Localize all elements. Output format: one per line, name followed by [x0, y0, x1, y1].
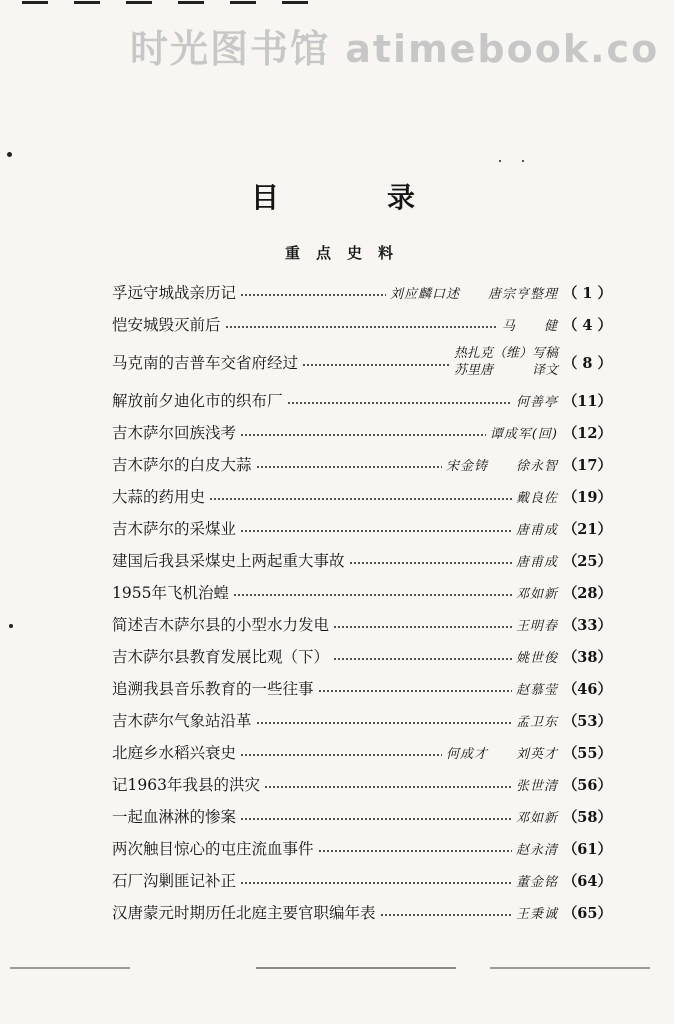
toc-entry-page: （53） — [562, 712, 612, 730]
toc-entry-title: 吉木萨尔回族浅考 — [112, 424, 237, 442]
toc-entry-title: 追溯我县音乐教育的一些往事 — [112, 680, 314, 698]
section-heading: 重点史料 — [284, 244, 409, 262]
toc-leader-dots — [240, 294, 386, 296]
toc-entry[interactable] — [112, 308, 612, 340]
toc-leader-dots — [349, 562, 512, 564]
toc-entry-author: 宋金铸 徐永智 — [445, 458, 558, 474]
toc-entry[interactable] — [112, 768, 612, 800]
toc-entry-page: （33） — [562, 616, 612, 634]
toc-entry[interactable] — [112, 864, 612, 896]
toc-entry-author: 赵慕莹 — [515, 682, 558, 698]
toc-entry[interactable] — [112, 640, 612, 672]
toc-entry-author: 孟卫东 — [515, 714, 558, 730]
toc-leader-dots — [333, 658, 512, 660]
toc-entry-page: （61） — [562, 840, 612, 858]
toc-leader-dots — [240, 530, 512, 532]
toc-entry-title: 两次触目惊心的屯庄流血事件 — [112, 840, 314, 858]
toc-entry[interactable] — [112, 544, 612, 576]
toc-entry-page: （11） — [562, 392, 612, 410]
scan-edge-line — [490, 967, 650, 969]
toc-entry-title: 孚远守城战亲历记 — [112, 284, 237, 302]
toc-entry-page: （64） — [562, 872, 612, 890]
toc-leader-dots — [287, 402, 512, 404]
toc-entry[interactable] — [112, 672, 612, 704]
scan-edge-line — [256, 967, 456, 969]
toc-entry[interactable] — [112, 736, 612, 768]
toc-entry-author: 戴良佐 — [515, 490, 558, 506]
scan-speck — [9, 624, 13, 628]
toc-leader-dots — [380, 914, 512, 916]
toc-entry-author-line: 苏里唐 译文 — [453, 363, 558, 378]
scan-speck — [7, 152, 12, 157]
toc-leader-dots — [256, 722, 512, 724]
toc-entry[interactable] — [112, 608, 612, 640]
toc-entry-title: 恺安城毁灭前后 — [112, 316, 221, 334]
toc-entry-title: 解放前夕迪化市的织布厂 — [112, 392, 283, 410]
toc-entry-title: 记1963年我县的洪灾 — [112, 776, 260, 794]
toc-entry-author-line: 热扎克（维）写稿 — [453, 346, 558, 361]
toc-entry-page: （ 8 ） — [562, 354, 612, 372]
toc-entry-page: （ 1 ） — [562, 284, 612, 302]
scan-speck — [499, 160, 501, 162]
toc-entry-page: （12） — [562, 424, 612, 442]
watermark: 时光图书馆 atimebook.co — [130, 27, 660, 71]
toc-entry-title: 吉木萨尔县教育发展比观（下） — [112, 648, 330, 666]
table-of-contents — [112, 276, 612, 928]
toc-entry[interactable] — [112, 896, 612, 928]
toc-leader-dots — [256, 466, 442, 468]
toc-leader-dots — [233, 594, 512, 596]
toc-entry-author: 姚世俊 — [515, 650, 558, 666]
toc-entry-page: （ 4 ） — [562, 316, 612, 334]
toc-entry[interactable] — [112, 448, 612, 480]
toc-entry-title: 吉木萨尔的采煤业 — [112, 520, 237, 538]
scan-edge-line — [10, 967, 130, 969]
toc-entry-title: 一起血淋淋的惨案 — [112, 808, 237, 826]
toc-entry[interactable] — [112, 276, 612, 308]
toc-entry-author: 唐甫成 — [515, 554, 558, 570]
toc-leader-dots — [318, 690, 512, 692]
toc-entry[interactable] — [112, 384, 612, 416]
toc-entry-title: 简述吉木萨尔县的小型水力发电 — [112, 616, 330, 634]
toc-entry-page: （28） — [562, 584, 612, 602]
toc-entry-author: 刘应麟口述 唐宗亨整理 — [389, 286, 558, 302]
toc-entry-author: 邓如新 — [515, 586, 558, 602]
toc-entry-title: 大蒜的药用史 — [112, 488, 206, 506]
toc-leader-dots — [240, 754, 442, 756]
toc-entry[interactable] — [112, 480, 612, 512]
top-dash-marks — [22, 0, 322, 8]
toc-entry[interactable] — [112, 832, 612, 864]
toc-entry-page: （65） — [562, 904, 612, 922]
toc-leader-dots — [333, 626, 512, 628]
toc-entry-page: （58） — [562, 808, 612, 826]
toc-entry-page: （38） — [562, 648, 612, 666]
toc-leader-dots — [240, 882, 512, 884]
toc-entry-author: 唐甫成 — [515, 522, 558, 538]
toc-entry-author: 张世清 — [515, 778, 558, 794]
toc-leader-dots — [264, 786, 512, 788]
toc-entry[interactable] — [112, 576, 612, 608]
toc-leader-dots — [240, 434, 486, 436]
toc-entry[interactable] — [112, 416, 612, 448]
toc-leader-dots — [318, 850, 512, 852]
toc-entry-author: 谭成军(回) — [489, 426, 558, 442]
toc-entry-title: 马克南的吉普车交省府经过 — [112, 354, 299, 372]
toc-entry-author — [454, 345, 558, 379]
page-title: 目录 — [250, 181, 523, 214]
toc-entry-title: 北庭乡水稻兴衰史 — [112, 744, 237, 762]
toc-entry-author: 何成才 刘英才 — [445, 746, 558, 762]
toc-entry-author: 王明春 — [515, 618, 558, 634]
toc-entry-title: 汉唐蒙元时期历任北庭主要官职编年表 — [112, 904, 376, 922]
toc-entry-title: 吉木萨尔气象站沿革 — [112, 712, 252, 730]
scan-speck — [522, 160, 524, 162]
toc-entry[interactable] — [112, 340, 612, 384]
toc-entry-author: 何善亭 — [515, 394, 558, 410]
toc-entry-page: （19） — [562, 488, 612, 506]
toc-entry-page: （56） — [562, 776, 612, 794]
toc-entry-author: 马 健 — [501, 318, 558, 334]
toc-leader-dots — [240, 818, 512, 820]
toc-entry-page: （21） — [562, 520, 612, 538]
toc-entry-title: 建国后我县采煤史上两起重大事故 — [112, 552, 345, 570]
toc-entry-author: 邓如新 — [515, 810, 558, 826]
toc-entry-author: 赵永清 — [515, 842, 558, 858]
toc-entry[interactable] — [112, 704, 612, 736]
toc-entry-title: 1955年飞机治蝗 — [112, 584, 229, 602]
toc-entry-page: （17） — [562, 456, 612, 474]
toc-entry-title: 吉木萨尔的白皮大蒜 — [112, 456, 252, 474]
toc-leader-dots — [302, 364, 450, 366]
toc-entry-page: （46） — [562, 680, 612, 698]
toc-leader-dots — [209, 498, 512, 500]
toc-entry[interactable] — [112, 512, 612, 544]
toc-entry-title: 石厂沟剿匪记补正 — [112, 872, 237, 890]
toc-entry[interactable] — [112, 800, 612, 832]
toc-entry-page: （25） — [562, 552, 612, 570]
toc-entry-author: 董金铭 — [515, 874, 558, 890]
toc-entry-author: 王秉诚 — [515, 906, 558, 922]
toc-entry-page: （55） — [562, 744, 612, 762]
toc-leader-dots — [225, 326, 498, 328]
